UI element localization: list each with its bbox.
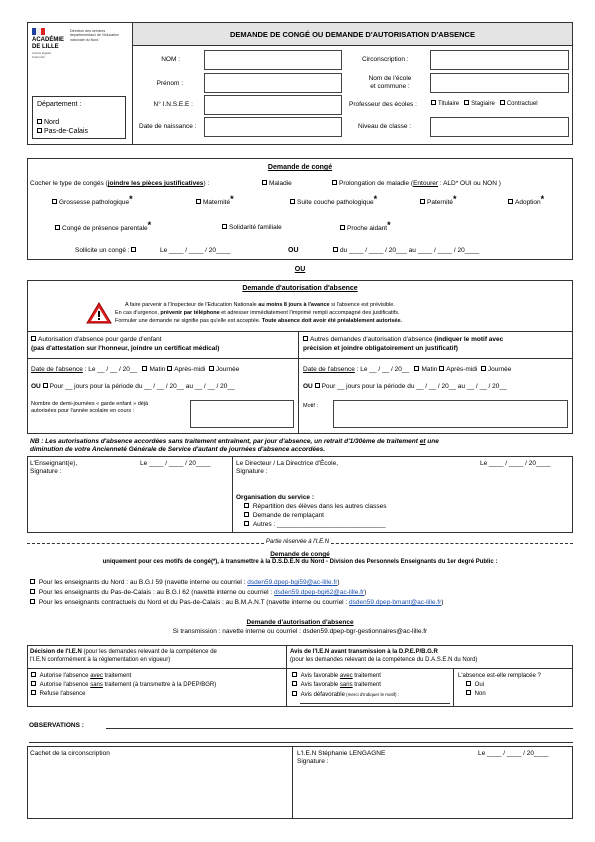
- ien-conge-title: Demande de congé: [270, 551, 330, 558]
- autres-periode-checkbox[interactable]: [315, 383, 320, 388]
- autres-matin-checkbox[interactable]: [414, 366, 419, 371]
- solidarite-option: Solidarité familiale: [222, 224, 282, 232]
- direction-label: Direction des services départementaux de l'éducation nationale du Nord: [70, 29, 120, 42]
- autorisation-divider-h2: [27, 358, 573, 359]
- autres-head-2: précision et joindre obligatoirement un justificatif): [303, 345, 458, 352]
- decision-left-head-1: Décision de l'I.E.N (pour les demandes relevant de la compétence de: [30, 649, 217, 655]
- autorisation-title: Demande d'autorisation d'absence: [242, 285, 358, 292]
- contractuel-checkbox[interactable]: [500, 100, 505, 105]
- avis-sans-option: Avis favorable sans traitement: [292, 682, 381, 689]
- maternite-checkbox[interactable]: [196, 199, 201, 204]
- decision-divider-h: [27, 668, 573, 669]
- avis-defav-option: Avis défavorable (merci d'indiquer le motif) :: [292, 691, 399, 699]
- sollicite-le: Le ____ / ____ / 20____: [160, 247, 231, 254]
- garde-date-row: Date de l'absence : Le __ / __ / 20__ Matin Après-midi Journée: [31, 366, 240, 373]
- autres-periode-row: OU Pour __ jours pour la période du __ / __ / 20__ au __ / __ / 20__: [303, 383, 507, 390]
- presence-parentale-checkbox[interactable]: [55, 225, 60, 230]
- directeur-signature: Signature :: [236, 468, 268, 475]
- stagiaire-checkbox[interactable]: [464, 100, 469, 105]
- demi-journees-1: Nombre de demi-journées « garde enfant » déjà: [31, 401, 149, 407]
- niveau-label: Niveau de classe :: [358, 123, 412, 130]
- suite-couche-checkbox[interactable]: [290, 199, 295, 204]
- circonscription-label: Circonscription :: [362, 56, 409, 63]
- cachet-label: Cachet de la circonscription: [30, 750, 110, 757]
- autres-option: Autres : ______________________________: [244, 521, 385, 529]
- professeur-label: Professeur des écoles :: [349, 101, 417, 108]
- autres-date-row: Date de l'absence : Le __ / __ / 20__ Matin Après-midi Journée: [303, 366, 512, 373]
- avis-avec-option: Avis favorable avec traitement: [292, 673, 381, 680]
- nb-line-1: NB : Les autorisations d'absence accordées sans traitement entraînent, par jour d'absence, un retrait d'1/30ème de traitement et une: [30, 438, 439, 445]
- oui-checkbox[interactable]: [466, 681, 471, 686]
- warning-line-1: A faire parvenir à l'Inspecteur de l'Education Nationale au moins 8 jours à l'avance si l'absence est prévisible.: [125, 302, 395, 308]
- refuse-option: Refuse l'absence: [31, 691, 86, 698]
- autres-apm-checkbox[interactable]: [439, 366, 444, 371]
- form-title: DEMANDE DE CONGÉ OU DEMANDE D'AUTORISATION D'ABSENCE: [133, 23, 572, 46]
- prenom-label: Prénom :: [156, 80, 183, 87]
- avis-avec-checkbox[interactable]: [292, 672, 297, 677]
- solidarite-checkbox[interactable]: [222, 224, 227, 229]
- ecole-field[interactable]: [430, 73, 569, 93]
- statut-options: Titulaire Stagiaire Contractuel: [431, 101, 538, 108]
- sollicite-du: du ____ / ____ / 20___ au ____ / ____ / 20____: [333, 247, 479, 255]
- observations-line-2[interactable]: [29, 742, 573, 743]
- ien-pdc-row: Pour les enseignants du Pas-de-Calais : au B.G.I 62 (navette interne ou courriel : dsden59.dpep-bgi62@ac-lille.fr): [30, 589, 366, 597]
- garde-journee-checkbox[interactable]: [209, 366, 214, 371]
- autres-org-checkbox[interactable]: [244, 521, 249, 526]
- decision-divider-v1: [286, 645, 287, 707]
- ien-aut-sub: Si transmission : navette interne ou courriel : dsden59.dpep-bgr-gestionnaires@ac-lille.fr: [172, 628, 428, 635]
- warning-line-2: En cas d'urgence, prévenir par téléphone et adresser immédiatement l'imprimé rempli accompagné des justificatifs.: [115, 310, 400, 316]
- departement-pdc: Pas-de-Calais: [37, 128, 88, 136]
- garde-matin-checkbox[interactable]: [142, 366, 147, 371]
- presence-parentale-option: Congé de présence parentale*: [55, 224, 151, 233]
- ecole-label-1: Nom de l'école: [368, 75, 412, 82]
- prenom-field[interactable]: [204, 73, 342, 93]
- garde-periode-checkbox[interactable]: [43, 383, 48, 388]
- academie-name: ACADÉMIE DE LILLE: [32, 37, 65, 50]
- remplacee-oui: Oui: [466, 682, 484, 689]
- autorise-sans-checkbox[interactable]: [31, 681, 36, 686]
- signature-divider: [232, 456, 233, 533]
- autres-journee-checkbox[interactable]: [481, 366, 486, 371]
- motif-label: Motif :: [303, 403, 318, 409]
- avis-sans-checkbox[interactable]: [292, 681, 297, 686]
- remplacant-option: Demande de remplaçant: [244, 512, 324, 520]
- motif-field[interactable]: [333, 400, 568, 428]
- enseignant-label: L'Enseignant(e),: [30, 460, 78, 467]
- repartition-option: Répartition des élèves dans les autres classes: [244, 503, 387, 511]
- conge-intro: Cocher le type de congés (joindre les pièces justificatives) :: [30, 180, 210, 187]
- departement-nord: Nord: [37, 119, 59, 127]
- ien-contr-checkbox[interactable]: [30, 599, 35, 604]
- sollicite-label: Sollicite un congé :: [75, 247, 138, 255]
- decision-left-head-2: l'I.E.N conformément à la réglementation en vigueur): [30, 657, 171, 663]
- enseignant-signature: Signature :: [30, 468, 62, 475]
- warning-line-3: Formuler une demande ne signifie pas qu'elle est acceptée. Toute absence doit avoir été préalablement autorisée.: [115, 318, 403, 324]
- observations-label: OBSERVATIONS :: [29, 722, 84, 729]
- warning-icon: [86, 302, 112, 324]
- ien-nord-checkbox[interactable]: [30, 579, 35, 584]
- demi-journees-2: autorisées pour l'année scolaire en cours :: [31, 408, 135, 414]
- suite-couche-option: Suite couche pathologique*: [290, 198, 377, 207]
- autorise-avec-checkbox[interactable]: [31, 672, 36, 677]
- remplacee-non: Non: [466, 691, 486, 698]
- nom-field[interactable]: [204, 50, 342, 70]
- academie-logo: [32, 28, 64, 59]
- organisation-label: Organisation du service :: [236, 494, 315, 501]
- insee-field[interactable]: [204, 95, 342, 115]
- demi-journees-field[interactable]: [190, 400, 294, 428]
- naissance-field[interactable]: [204, 117, 342, 137]
- refuse-checkbox[interactable]: [31, 690, 36, 695]
- circonscription-field[interactable]: [430, 50, 569, 70]
- repartition-checkbox[interactable]: [244, 503, 249, 508]
- autorisation-divider-v: [298, 331, 299, 434]
- proche-aidant-option: Proche aidant*: [340, 224, 391, 233]
- proche-aidant-checkbox[interactable]: [340, 225, 345, 230]
- maladie-checkbox[interactable]: [262, 180, 267, 185]
- ien-nord-row: Pour les enseignants du Nord : au B.G.I 59 (navette interne ou courriel : dsden59.dpep-bgi59@ac-lille.fr): [30, 579, 340, 587]
- conge-title: Demande de congé: [267, 164, 333, 171]
- decision-divider-v2: [453, 668, 454, 707]
- garde-periode-row: OU Pour __ jours pour la période du __ / __ / 20__ au __ / __ / 20__: [31, 383, 235, 390]
- nord-checkbox[interactable]: [37, 119, 42, 124]
- insee-label: N° I.N.S.E.E :: [153, 101, 193, 108]
- garde-enfant-head-2: (pas d'attestation sur l'honneur, joindre un certificat médical): [31, 345, 220, 352]
- autres-head-1: Autres demandes d'autorisation d'absence (indiquer le motif avec: [303, 336, 503, 344]
- titulaire-checkbox[interactable]: [431, 100, 436, 105]
- ien-contr-row: Pour les enseignants contractuels du Nord et du Pas-de-Calais : au B.M.A.N.T (navette interne ou courriel : dsden59.dpep-bmant@ac-lille.fr): [30, 599, 443, 607]
- remplacee-label: L'absence est-elle remplacée ?: [458, 673, 541, 679]
- flag-icon: [32, 28, 45, 35]
- ien-aut-title: Demande d'autorisation d'absence: [246, 619, 354, 626]
- directeur-label: Le Directeur / La Directrice d'École,: [236, 460, 339, 467]
- avis-defav-line: [300, 703, 450, 704]
- departement-box: [32, 96, 126, 139]
- ien-signature: Signature :: [297, 758, 329, 765]
- adoption-checkbox[interactable]: [508, 199, 513, 204]
- naissance-label: Date de naissance :: [139, 123, 197, 130]
- niveau-field[interactable]: [430, 117, 569, 137]
- ien-conge-sub: uniquement pour ces motifs de congé(*), à transmettre à la D.S.D.E.N du Nord - Division des Personnels Enseignants du 1er degré Public :: [102, 559, 498, 565]
- enseignant-date: Le ____ / ____ / 20____: [140, 460, 211, 467]
- sollicite-le-checkbox[interactable]: [131, 247, 136, 252]
- ien-separator-label: Partie réservée à l'I.E.N: [265, 539, 330, 545]
- ien-date: Le ____ / ____ / 20____: [478, 750, 549, 757]
- contr-email-link[interactable]: dsden59.dpep-bmant@ac-lille.fr: [349, 599, 442, 606]
- decision-right-head-1: Avis de l'I.E.N avant transmission à la D.P.E.P/B.G.R: [290, 649, 438, 655]
- garde-enfant-head-1: Autorisation d'absence pour garde d'enfant: [31, 336, 162, 344]
- directeur-date: Le ____ / ____ / 20____: [480, 460, 551, 467]
- maladie-option: Maladie: [262, 180, 292, 188]
- grossesse-checkbox[interactable]: [52, 199, 57, 204]
- adoption-option: Adoption*: [508, 198, 544, 207]
- autorise-sans-option: Autorise l'absence sans traitement (à transmettre à la DPEP/BGR): [31, 682, 216, 689]
- avis-defav-checkbox[interactable]: [292, 691, 297, 696]
- nord-email-link[interactable]: dsden59.dpep-bgi59@ac-lille.fr: [247, 579, 338, 586]
- conge-section: [27, 158, 573, 260]
- sollicite-du-checkbox[interactable]: [333, 247, 338, 252]
- nb-line-2: diminution de votre Ancienneté Générale de Service d'autant de journées d'absence accordées.: [30, 446, 326, 453]
- remplacant-checkbox[interactable]: [244, 512, 249, 517]
- prolongation-option: Prolongation de maladie (Entourer : ALD* OUI ou NON ): [332, 180, 501, 188]
- non-checkbox[interactable]: [466, 690, 471, 695]
- decision-right-head-2: (pour les demandes relevant de la compétence du D.A.S.E.N du Nord): [290, 657, 478, 663]
- autorise-avec-option: Autorise l'absence avec traitement: [31, 673, 131, 680]
- grossesse-option: Grossesse pathologique*: [52, 198, 133, 207]
- garde-apm-checkbox[interactable]: [167, 366, 172, 371]
- footer-divider: [292, 746, 293, 819]
- ou-separator: OU: [294, 266, 306, 273]
- sollicite-ou: OU: [288, 247, 299, 254]
- paternite-option: Paternité*: [420, 198, 457, 207]
- garde-enfant-checkbox[interactable]: [31, 336, 36, 341]
- ien-pdc-checkbox[interactable]: [30, 589, 35, 594]
- nom-label: NOM :: [161, 56, 180, 63]
- autorisation-divider-h: [27, 331, 573, 332]
- logo-motto: Liberté Égalité Fraternité: [32, 51, 52, 59]
- paternite-checkbox[interactable]: [420, 199, 425, 204]
- ecole-label-2: et commune :: [370, 83, 410, 90]
- pdc-email-link[interactable]: dsden59.dpep-bgi62@ac-lille.fr: [274, 589, 365, 596]
- autres-checkbox[interactable]: [303, 336, 308, 341]
- prolongation-checkbox[interactable]: [332, 180, 337, 185]
- ien-name: L'I.E.N Stéphanie LENGAGNE: [297, 750, 386, 757]
- departement-label: Département :: [37, 101, 82, 108]
- observations-line-1[interactable]: [106, 728, 573, 729]
- maternite-option: Maternité*: [196, 198, 234, 207]
- pdc-checkbox[interactable]: [37, 128, 42, 133]
